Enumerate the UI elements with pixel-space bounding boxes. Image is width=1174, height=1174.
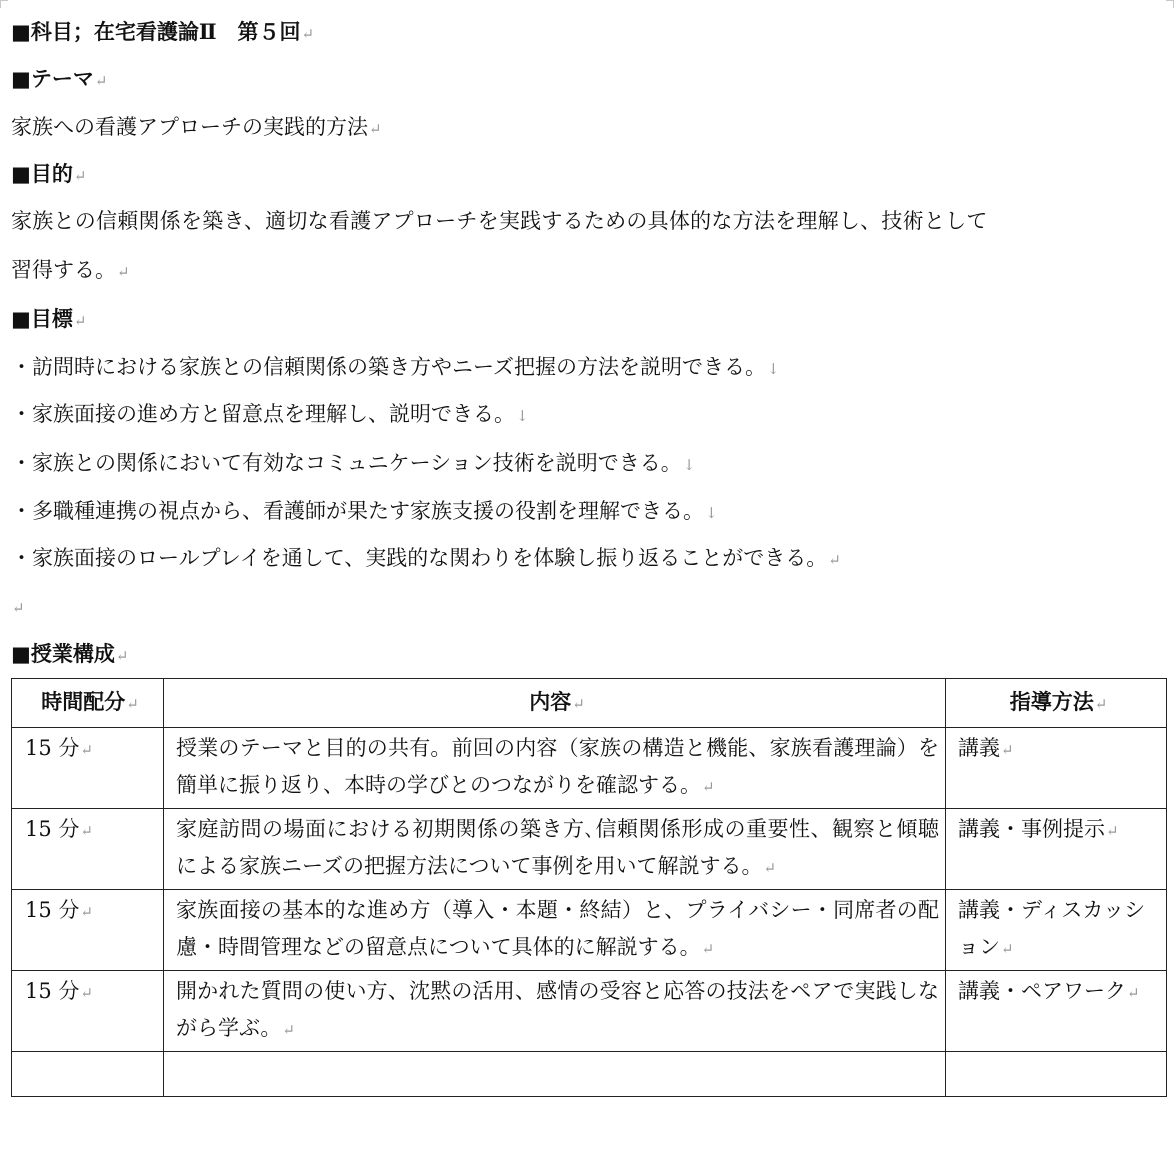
paragraph-mark: ↵ [94, 72, 108, 90]
goal-item: ・家族との関係において有効なコミュニケーション技術を説明できる。↓ [11, 451, 696, 475]
content-cell: 家族面接の基本的な進め方（導入・本題・終結）と、プライバシー・同席者の配慮・時間管理などの留意点について具体的に解説する。↵ [164, 890, 946, 971]
paragraph-mark: ↵ [73, 167, 87, 185]
table-row-partial [12, 1052, 1167, 1097]
purpose-body-line-1: 家族との信頼関係を築き、適切な看護アプローチを実践するための具体的な方法を理解し、技術として [11, 209, 988, 233]
cell-mark: ↵ [1094, 695, 1108, 713]
purpose-body-line-2: 習得する。↵ [11, 258, 130, 282]
paragraph-mark: ↵ [828, 551, 841, 569]
goal-item: ・家族面接の進め方と留意点を理解し、説明できる。↓ [11, 402, 529, 426]
cell-mark: ↵ [1001, 741, 1014, 759]
time-cell: 15 分↵ [12, 728, 164, 809]
theme-body: 家族への看護アプローチの実践的方法↵ [11, 115, 382, 139]
cell-mark: ↵ [282, 1021, 295, 1039]
purpose-heading: ■目的↵ [11, 161, 87, 186]
cell-mark: ↵ [80, 741, 93, 759]
cell-mark: ↵ [126, 695, 139, 713]
paragraph-mark: ↵ [369, 120, 382, 138]
method-cell: 講義・事例提示↵ [946, 809, 1167, 890]
page-corner-mark [1166, 0, 1174, 8]
method-cell: 講義・ディスカッション↵ [946, 890, 1167, 971]
cell-mark: ↵ [80, 903, 93, 921]
linebreak-mark: ↓ [682, 456, 696, 474]
paragraph-mark: ↵ [301, 25, 315, 43]
cell-mark: ↵ [572, 695, 585, 713]
cell-mark: ↵ [702, 778, 715, 796]
linebreak-mark: ↓ [766, 360, 780, 378]
page-corner-mark [0, 0, 8, 8]
lesson-structure-table [11, 678, 1167, 1097]
method-cell [946, 1052, 1167, 1097]
cell-mark: ↵ [80, 984, 93, 1002]
column-header-time: 時間配分↵ [12, 679, 164, 728]
theme-heading: ■テーマ↵ [11, 66, 108, 91]
cell-mark: ↵ [80, 822, 93, 840]
time-cell: 15 分↵ [12, 809, 164, 890]
structure-heading: ■授業構成↵ [11, 641, 129, 666]
table-row [12, 809, 1167, 890]
cell-mark: ↵ [1127, 984, 1140, 1002]
table-header-row [12, 679, 1167, 728]
table-row [12, 890, 1167, 971]
time-cell: 15 分↵ [12, 890, 164, 971]
column-header-content: 内容↵ [164, 679, 946, 728]
paragraph-mark: ↵ [73, 312, 87, 330]
subject-line: ■科目；在宅看護論Ⅱ 第５回↵ [11, 19, 315, 44]
cell-mark: ↵ [1001, 940, 1014, 958]
linebreak-mark: ↓ [705, 504, 718, 522]
paragraph-mark: ↵ [12, 599, 25, 617]
time-cell: 15 分↵ [12, 971, 164, 1052]
content-cell: 家庭訪問の場面における初期関係の築き方､信頼関係形成の重要性、観察と傾聴による家族ニーズの把握方法について事例を用いて解説する。↵ [164, 809, 946, 890]
goal-item: ・家族面接のロールプレイを通して、実践的な関わりを体験し振り返ることができる。↵ [11, 546, 841, 570]
paragraph-mark: ↵ [117, 263, 130, 281]
method-cell: 講義↵ [946, 728, 1167, 809]
content-cell [164, 1052, 946, 1097]
paragraph-mark: ↵ [115, 647, 129, 665]
cell-mark: ↵ [701, 940, 715, 958]
content-cell: 開かれた質問の使い方、沈黙の活用、感情の受容と応答の技法をペアで実践しながら学ぶ。↵ [164, 971, 946, 1052]
goal-item: ・多職種連携の視点から、看護師が果たす家族支援の役割を理解できる。↓ [11, 499, 718, 523]
goal-item: ・訪問時における家族との信頼関係の築き方やニーズ把握の方法を説明できる。↓ [11, 355, 780, 379]
cell-mark: ↵ [1106, 822, 1119, 840]
method-cell: 講義・ペアワーク↵ [946, 971, 1167, 1052]
linebreak-mark: ↓ [516, 407, 529, 425]
time-cell [12, 1052, 164, 1097]
content-cell: 授業のテーマと目的の共有。前回の内容（家族の構造と機能、家族看護理論）を簡単に振り返り、本時の学びとのつながりを確認する。↵ [164, 728, 946, 809]
table-row [12, 971, 1167, 1052]
empty-paragraph [11, 592, 25, 622]
column-header-method: 指導方法↵ [946, 679, 1167, 728]
table-row [12, 728, 1167, 809]
goals-heading: ■目標↵ [11, 306, 87, 331]
cell-mark: ↵ [763, 859, 777, 877]
